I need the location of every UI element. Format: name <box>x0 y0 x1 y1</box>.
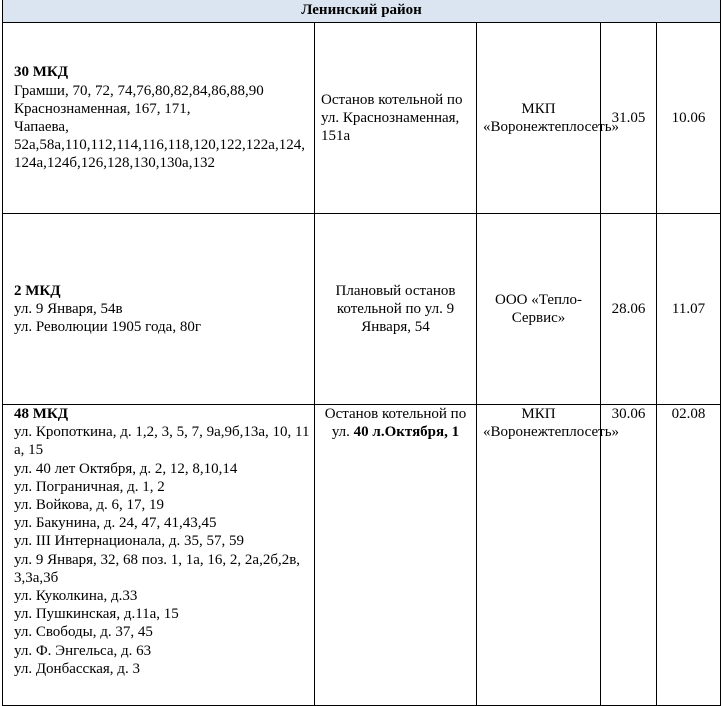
end-date-cell: 02.08 <box>657 405 721 706</box>
building-count: 2 МКД <box>14 282 61 299</box>
address-line: ул. Кропоткина, д. 1,2, 3, 5, 7, 9а,9б,13а, 10, 11а, 15 <box>14 424 310 459</box>
address-line: Грамши, 70, 72, 74,76,80,82,84,86,88,90 <box>14 82 264 99</box>
reason-cell: Останов котельной по ул. Краснознаменная, 151а <box>315 23 477 214</box>
address-line: ул. Свободы, д. 37, 45 <box>14 624 153 641</box>
address-line: ул. III Интернационала, д. 35, 57, 59 <box>14 533 244 550</box>
district-name: Ленинский район <box>3 0 721 23</box>
organization-cell: МКП «Воронежтеплосеть» <box>477 405 601 706</box>
address-line: ул. Войкова, д. 6, 17, 19 <box>14 497 165 514</box>
organization-cell: МКП «Воронежтеплосеть» <box>477 23 601 214</box>
table-row <box>3 405 721 706</box>
table-row <box>3 214 721 405</box>
table-row <box>3 23 721 214</box>
address-line: Краснознаменная, 167, 171, <box>14 100 191 117</box>
address-line: 52а,58а,110,112,114,116,118,120,122,122а,124,124а,124б,126,128,130,130а,132 <box>14 137 305 172</box>
district-header-row <box>3 0 721 23</box>
address-line: ул. Пограничная, д. 1, 2 <box>14 478 165 495</box>
end-date-cell: 10.06 <box>657 23 721 214</box>
address-line: ул. Бакунина, д. 24, 47, 41,43,45 <box>14 515 217 532</box>
organization-cell: ООО «Тепло-Сервис» <box>477 214 601 405</box>
address-line: ул. Куколкина, д.33 <box>14 588 138 605</box>
reason-cell <box>315 405 477 706</box>
address-cell <box>3 214 315 405</box>
start-date-cell: 28.06 <box>601 214 657 405</box>
address-line: ул. 40 лет Октября, д. 2, 12, 8,10,14 <box>14 460 238 477</box>
building-count: 30 МКД <box>14 64 69 81</box>
address-line: ул. Донбасская, д. 3 <box>14 660 140 677</box>
address-line: ул. Пушкинская, д.11а, 15 <box>14 606 179 623</box>
start-date-cell: 30.06 <box>601 405 657 706</box>
address-line: ул. 9 Января, 54в <box>14 300 123 317</box>
building-count: 48 МКД <box>14 406 69 422</box>
reason-address-bold: 40 л.Октября, 1 <box>353 424 460 441</box>
address-line: Чапаева, <box>14 119 69 135</box>
address-line: ул. Ф. Энгельса, д. 63 <box>14 642 152 659</box>
address-line: ул. Революции 1905 года, 80г <box>14 319 201 336</box>
address-line: ул. 9 Января, 32, 68 поз. 1, 1а, 16, 2, 2а,2б,2в,3,3а,3б <box>14 551 301 586</box>
outage-table <box>2 0 721 706</box>
address-cell <box>3 405 315 706</box>
end-date-cell: 11.07 <box>657 214 721 405</box>
reason-cell: Плановый останов котельной по ул. 9 Января, 54 <box>315 214 477 405</box>
address-cell <box>3 23 315 214</box>
start-date-cell: 31.05 <box>601 23 657 214</box>
reason-text: Останов котельной по ул. <box>324 406 467 441</box>
